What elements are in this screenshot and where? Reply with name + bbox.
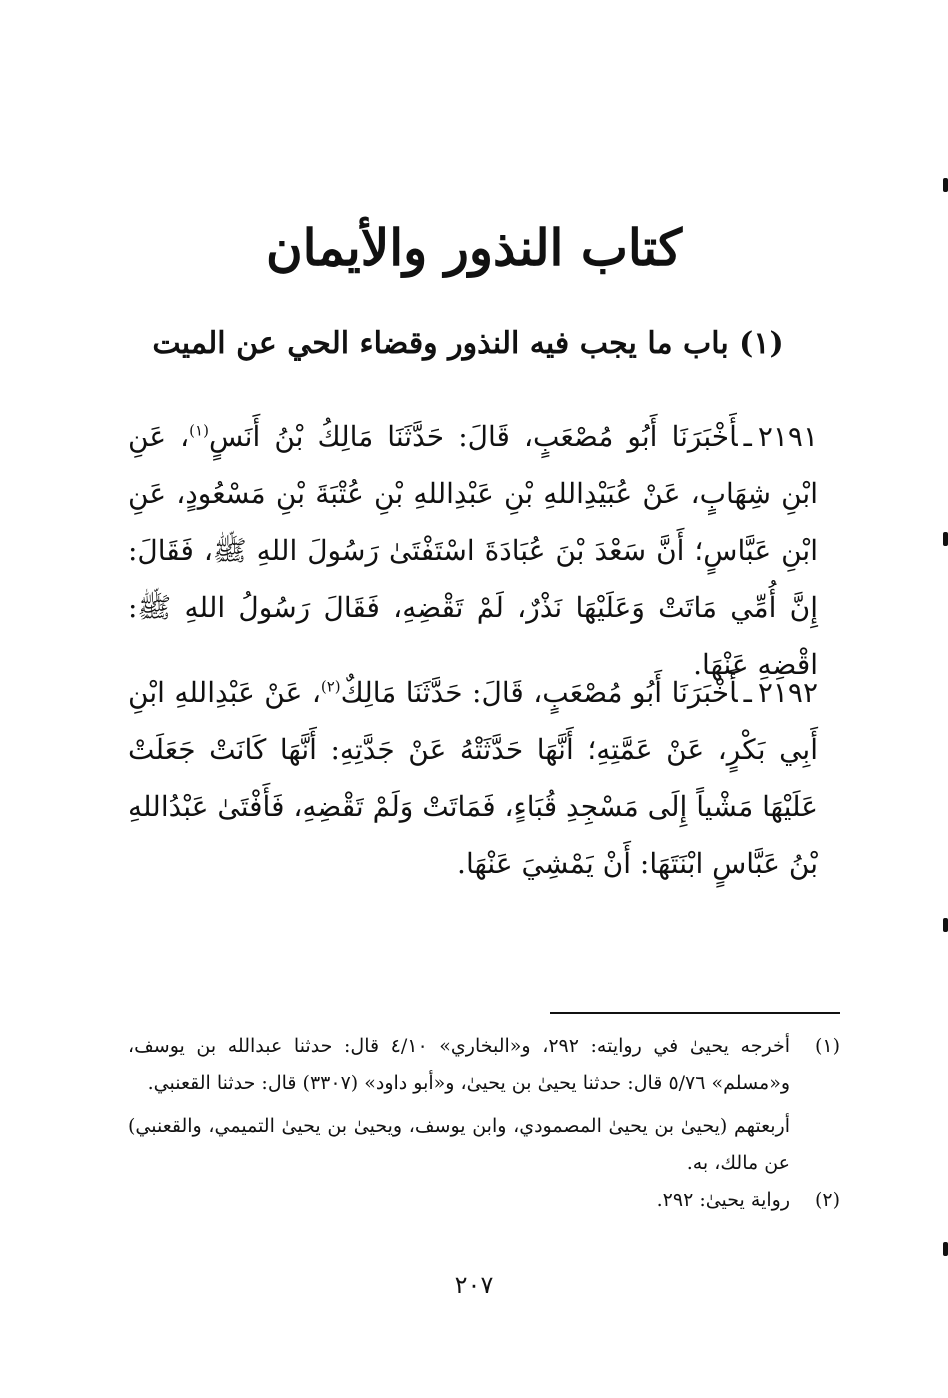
page-number: ٢٠٧ <box>454 1271 494 1299</box>
scan-edge-mark <box>943 532 948 546</box>
hadith-number: ٢١٩٢ <box>757 676 818 709</box>
chapter-heading: (١) باب ما يجب فيه النذور وقضاء الحي عن الميت <box>152 326 784 361</box>
footnote-marker: (١) <box>814 1035 840 1057</box>
footnotes-list <box>128 1028 840 1219</box>
footnote-reference[interactable]: (٢) <box>320 677 341 696</box>
hadith-number: ٢١٩١ <box>757 420 818 453</box>
footnote-item <box>128 1182 840 1219</box>
hadith-2191 <box>128 408 818 693</box>
hadith-text: ، عَنْ عَبْدِاللهِ ابْنِ أَبِي بَكْرٍ، عَنْ عَمَّتِهِ؛ أَنَّهَا حَدَّثَتْهُ عَنْ جَدَّتِهِ: أَنَّهَا كَانَتْ جَعَلَتْ عَلَيْهَا مَشْياً إِلَى مَسْجِدِ قُبَاءٍ، فَمَاتَتْ وَلَمْ تَقْضِهِ، فَأَفْتَىٰ عَبْدُاللهِ بْنُ عَبَّاسٍ ابْنَتَهَا: أَنْ يَمْشِيَ عَنْهَا. <box>128 676 818 880</box>
book-title: كتاب النذور والأيمان <box>265 218 683 277</box>
scan-edge-mark <box>943 918 948 932</box>
footnote-continuation: أربعتهم (يحيىٰ بن يحيىٰ المصمودي، وابن يوسف، ويحيىٰ بن يحيىٰ التميمي، والقعنبي) عن مالك، به. <box>128 1115 790 1174</box>
hadith-text: أَخْبَرَنَا أَبُو مُصْعَبٍ، قَالَ: حَدَّثَنَا مَالِكٌ <box>340 676 738 709</box>
hadith-2192 <box>128 664 818 892</box>
footnote-text: أخرجه يحيىٰ في روايته: ٢٩٢، و«البخاري» ٤/١٠ قال: حدثنا عبدالله بن يوسف، و«مسلم» ٥/٧٦ قال: حدثنا يحيىٰ بن يحيىٰ، و«أبو داود» (٣٣٠٧) قال: حدثنا القعنبي. <box>128 1035 790 1094</box>
footnote-item <box>128 1028 840 1182</box>
scan-edge-mark <box>943 1242 948 1256</box>
hadith-text: ، عَنِ ابْنِ شِهَابٍ، عَنْ عُبَيْدِاللهِ بْنِ عَبْدِاللهِ بْنِ عُتْبَةَ بْنِ مَسْعُودٍ، عَنِ ابْنِ عَبَّاسٍ؛ أَنَّ سَعْدَ بْنَ عُبَادَةَ اسْتَفْتَىٰ رَسُولَ اللهِ ﷺ، فَقَالَ: إِنَّ أُمِّي مَاتَتْ وَعَلَيْهَا نَذْرٌ، لَمْ تَقْضِهِ، فَقَالَ رَسُولُ اللهِ ﷺ: اقْضِهِ عَنْهَا. <box>128 420 818 681</box>
hadith-dash: ـ <box>743 420 752 453</box>
footnote-marker: (٢) <box>814 1189 840 1211</box>
footnote-text: رواية يحيىٰ: ٢٩٢. <box>656 1189 790 1211</box>
footnote-divider <box>550 1012 840 1014</box>
footnote-reference[interactable]: (١) <box>189 421 209 440</box>
hadith-text: أَخْبَرَنَا أَبُو مُصْعَبٍ، قَالَ: حَدَّثَنَا مَالِكُ بْنُ أَنَسٍ <box>208 420 738 453</box>
hadith-dash: ـ <box>743 676 752 709</box>
scan-edge-mark <box>943 178 948 192</box>
